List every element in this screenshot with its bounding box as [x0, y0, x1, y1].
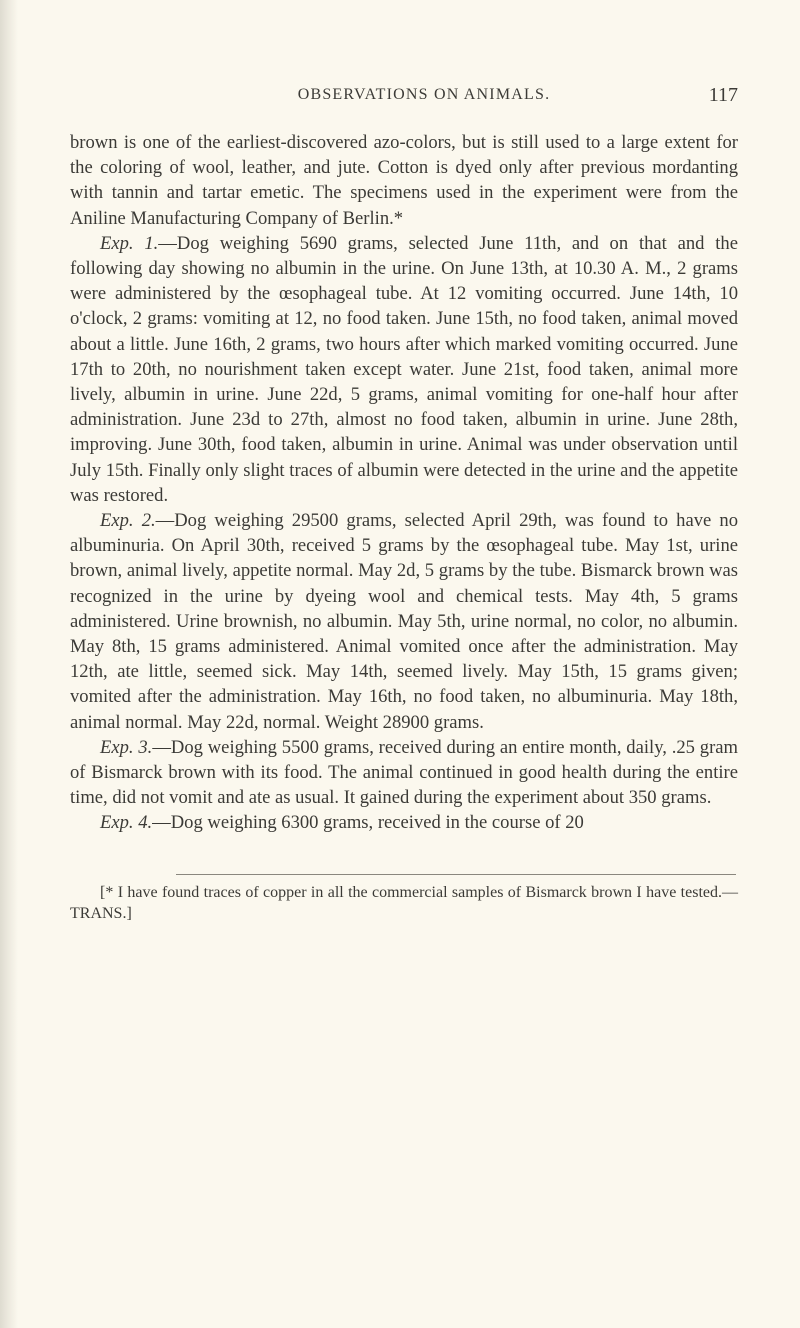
- footnote-rule: [176, 874, 736, 875]
- intro-paragraph: brown is one of the earliest-discovered azo-colors, but is still used to a large extent for the coloring of wool, leather, and jute. Cotton is dyed only after previous mordanting with tannin and tartar emetic. The specimens used in the experiment were from the Aniline Manufacturing Company of Berlin.*: [70, 132, 738, 229]
- experiment-text: —Dog weighing 5500 grams, received during an entire month, daily, .25 gram of Bismarck brown with its food. The animal continued in good health during the entire time, did not vomit and ate as usual. It gained during the experiment about 350 grams.: [70, 736, 739, 809]
- experiment-text: —Dog weighing 29500 grams, selected April 29th, was found to have no albuminuria. On April 30th, received 5 grams by the œsophageal tube. May 1st, urine brown, animal lively, appetite normal. May 2d, 5 grams by the tube. Bismarck brown was recognized in the urine by dyeing wool and chemical tests. May 4th, 5 grams administered. Urine brownish, no albumin. May 5th, urine normal, no color, no albumin. May 8th, 15 grams administered. Animal vomited once after the administration. May 12th, ate little, seemed sick. May 14th, seemed lively. May 15th, 15 grams given; vomited after the administration. May 16th, no food taken, no albuminuria. May 18th, animal normal. May 22d, normal. Weight 28900 grams.: [70, 510, 738, 733]
- main-text: [70, 130, 738, 836]
- running-head: [110, 86, 738, 110]
- experiment-4-paragraph: [70, 810, 738, 835]
- experiment-label: Exp. 2.: [100, 510, 156, 532]
- experiment-1-paragraph: [70, 231, 738, 508]
- footnote: [70, 882, 738, 924]
- experiment-label: Exp. 4.: [100, 812, 153, 834]
- page-edge-shadow: [0, 0, 18, 1328]
- experiment-2-paragraph: [70, 508, 738, 735]
- experiment-text: —Dog weighing 6300 grams, received in the course of 20: [152, 812, 584, 834]
- experiment-label: Exp. 1.: [100, 232, 159, 254]
- experiment-3-paragraph: [70, 735, 738, 811]
- running-title: OBSERVATIONS ON ANIMALS.: [297, 86, 551, 103]
- page-number: 117: [708, 84, 738, 106]
- footnote-text: [* I have found traces of copper in all the commercial samples of Bismarck brown I have tested.—TRANS.]: [70, 884, 738, 922]
- experiment-label: Exp. 3.: [100, 736, 153, 758]
- experiment-text: —Dog weighing 5690 grams, selected June 11th, and on that and the following day showing no albumin in the urine. On June 13th, at 10.30 A. M., 2 grams were administered by the œsophageal tube. At 12 vomiting occurred. June 14th, 10 o'clock, 2 grams: vomiting at 12, no food taken. June 15th, no food taken, animal moved about a little. June 16th, 2 grams, two hours after which marked vomiting occurred. June 17th to 20th, no nourishment taken except water. June 21st, food taken, animal more lively, albumin in urine. June 22d, 5 grams, animal vomiting for one-half hour after administration. June 23d to 27th, almost no food taken, albumin in urine. June 28th, improving. June 30th, food taken, albumin in urine. Animal was under observation until July 15th. Finally only slight traces of albumin were detected in the urine and the appetite was restored.: [70, 232, 738, 506]
